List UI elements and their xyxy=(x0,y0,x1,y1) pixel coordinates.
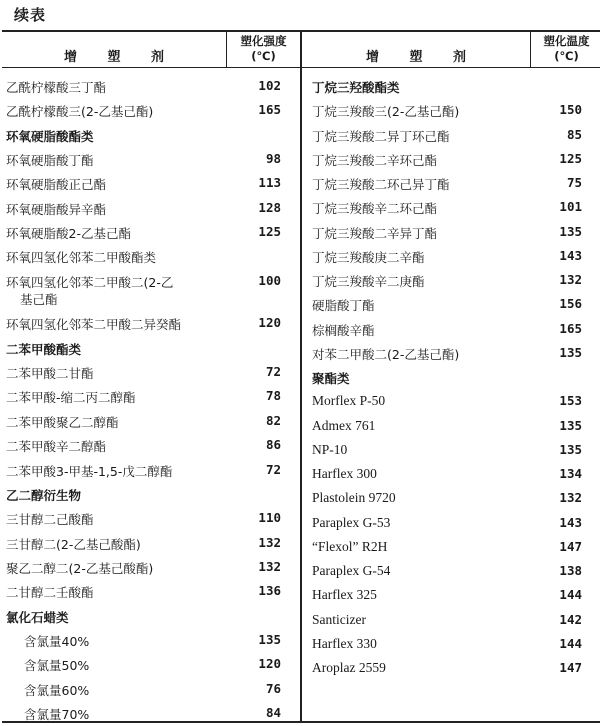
temperature-value: 165 xyxy=(258,102,281,118)
header-temp-right xyxy=(531,34,602,64)
plasticizer-name: 丁烷三羧酸辛二环己酯 xyxy=(312,201,438,217)
plasticizer-name: 硬脂酸丁酯 xyxy=(312,298,375,314)
header-name-left: 增 塑 剂 xyxy=(63,50,165,65)
plasticizer-name: 三甘醇二己酸酯 xyxy=(6,512,94,528)
plasticizer-name: 环氧硬脂酸正己酯 xyxy=(6,177,107,193)
temperature-value: 142 xyxy=(559,611,582,627)
plasticizer-name: Aroplaz 2559 xyxy=(312,660,386,675)
plasticizer-name: 环氧四氢化邻苯二甲酸二异癸酯 xyxy=(6,317,182,333)
plasticizer-name-cont: 基己酯 xyxy=(20,291,58,307)
temperature-value: 72 xyxy=(265,461,281,477)
temperature-value: 128 xyxy=(258,199,281,215)
plasticizer-name: 环氧硬脂酸丁酯 xyxy=(6,153,94,169)
temperature-value: 135 xyxy=(559,441,582,457)
temperature-value: 150 xyxy=(559,102,582,118)
category-label: 乙二醇衍生物 xyxy=(6,487,82,503)
temperature-value: 135 xyxy=(559,417,582,433)
plasticizer-name: 含氯量60% xyxy=(24,682,90,698)
plasticizer-name: 二甘醇二壬酸酯 xyxy=(6,585,94,601)
plasticizer-name: 丁烷三羧酸二异丁环己酯 xyxy=(312,128,450,144)
temperature-value: 110 xyxy=(258,510,281,526)
plasticizer-name: 棕榈酸辛酯 xyxy=(312,322,375,338)
plasticizer-name: 乙酰柠檬酸三(2-乙基己酯) xyxy=(6,104,154,120)
temperature-value: 113 xyxy=(258,175,281,191)
temperature-value: 135 xyxy=(258,631,281,647)
temperature-value: 156 xyxy=(559,296,582,312)
temperature-value: 143 xyxy=(559,514,582,530)
plasticizer-name: 聚乙二醇二(2-乙基己酸酯) xyxy=(6,560,154,576)
plasticizer-name: Harflex 330 xyxy=(312,635,377,651)
temperature-value: 101 xyxy=(559,199,582,215)
header-temp-left-line2: (℃) xyxy=(251,49,276,63)
temperature-value: 136 xyxy=(258,583,281,599)
plasticizer-name: 丁烷三羧酸二环己异丁酯 xyxy=(312,177,450,192)
plasticizer-name: 环氧硬脂酸2-乙基己酯 xyxy=(6,226,131,242)
temperature-value: 125 xyxy=(258,224,281,240)
temperature-value: 75 xyxy=(566,175,582,190)
temperature-value: 125 xyxy=(559,150,582,166)
plasticizer-name: 二苯甲酸-缩二丙二醇酯 xyxy=(6,390,136,406)
temperature-value: 98 xyxy=(265,151,281,167)
temperature-value: 132 xyxy=(559,490,582,506)
table-caption: 续表 xyxy=(14,6,47,24)
temperature-value: 76 xyxy=(265,680,281,696)
plasticizer-name: 含氯量40% xyxy=(24,633,90,649)
plasticizer-name: Paraplex G-53 xyxy=(312,514,391,530)
header-temp-left-line1: 塑化强度 xyxy=(240,34,287,48)
plasticizer-name: 丁烷三羧酸庚二辛酯 xyxy=(312,249,425,265)
temperature-value: 132 xyxy=(559,272,582,287)
plasticizer-name: 二苯甲酸辛二醇酯 xyxy=(6,439,107,455)
temperature-value: 102 xyxy=(258,78,281,93)
temperature-value: 132 xyxy=(258,534,281,550)
temperature-value: 134 xyxy=(559,466,582,481)
plasticizer-name: 乙酰柠檬酸三丁酯 xyxy=(6,80,107,95)
category-label: 二苯甲酸酯类 xyxy=(6,341,82,357)
temperature-value: 120 xyxy=(258,315,281,331)
temperature-value: 135 xyxy=(559,223,582,239)
temperature-value: 153 xyxy=(559,393,582,409)
category-label: 氯化石蜡类 xyxy=(6,609,69,625)
temperature-value: 86 xyxy=(265,437,281,453)
temperature-value: 147 xyxy=(559,660,582,675)
temperature-value: 78 xyxy=(265,388,281,404)
temperature-value: 144 xyxy=(559,587,582,603)
center-divider xyxy=(300,31,302,722)
plasticizer-name: 环氧四氢化邻苯二甲酸二(2-乙 xyxy=(6,274,174,290)
temperature-value: 147 xyxy=(559,538,582,554)
plasticizer-name: Harflex 325 xyxy=(312,587,377,603)
temperature-value: 120 xyxy=(258,656,281,672)
plasticizer-name: 对苯二甲酸二(2-乙基己酯) xyxy=(312,346,460,362)
plasticizer-name: 含氯量70% xyxy=(24,707,90,722)
header-name-right: 增 塑 剂 xyxy=(365,50,467,65)
header-temp-right-line2: (℃) xyxy=(554,49,579,63)
plasticizer-name: 丁烷三羧酸三(2-乙基己酯) xyxy=(312,104,460,120)
temperature-value: 100 xyxy=(258,272,281,288)
plasticizer-name: Morflex P-50 xyxy=(312,393,386,409)
temperature-value: 85 xyxy=(566,126,582,142)
plasticizer-name: NP-10 xyxy=(312,441,348,457)
header-temp-right-line1: 塑化温度 xyxy=(543,34,590,48)
plasticizer-name: 三甘醇二(2-乙基己酸酯) xyxy=(6,536,141,552)
plasticizer-name: 二苯甲酸二甘酯 xyxy=(6,366,94,382)
temperature-value: 84 xyxy=(265,705,281,720)
plasticizer-name: 环氧硬脂酸异辛酯 xyxy=(6,201,107,217)
plasticizer-name: Santicizer xyxy=(312,611,366,627)
plasticizer-name: 丁烷三羧酸二辛环己酯 xyxy=(312,152,438,168)
plasticizer-name: 二苯甲酸3-甲基-1,5-戊二醇酯 xyxy=(6,463,173,479)
temperature-value: 135 xyxy=(559,344,582,360)
temperature-value: 138 xyxy=(559,563,582,578)
plasticizer-name: 环氧四氢化邻苯二甲酸酯类 xyxy=(6,250,157,266)
header-temp-left xyxy=(227,34,300,64)
plasticizer-name: 丁烷三羧酸二辛异丁酯 xyxy=(312,225,438,241)
plasticizer-name: 含氯量50% xyxy=(24,658,90,674)
temperature-value: 72 xyxy=(265,364,281,380)
plasticizer-name: Plastolein 9720 xyxy=(312,490,396,506)
category-label: 丁烷三羟酸酯类 xyxy=(312,80,400,95)
temperature-value: 143 xyxy=(559,247,582,263)
temperature-value: 82 xyxy=(265,412,281,428)
temperature-value: 132 xyxy=(258,558,281,574)
category-label: 聚酯类 xyxy=(312,371,350,386)
plasticizer-name: 二苯甲酸聚乙二醇酯 xyxy=(6,414,119,430)
temperature-value: 144 xyxy=(559,635,582,651)
plasticizer-name: Admex 761 xyxy=(312,417,376,433)
plasticizer-name: 丁烷三羧酸辛二庚酯 xyxy=(312,274,425,289)
category-label: 环氧硬脂酸酯类 xyxy=(6,128,94,144)
plasticizer-name: “Flexol” R2H xyxy=(312,538,388,554)
plasticizer-name: Harflex 300 xyxy=(312,466,377,481)
plasticizer-name: Paraplex G-54 xyxy=(312,563,391,578)
temperature-value: 165 xyxy=(559,320,582,336)
